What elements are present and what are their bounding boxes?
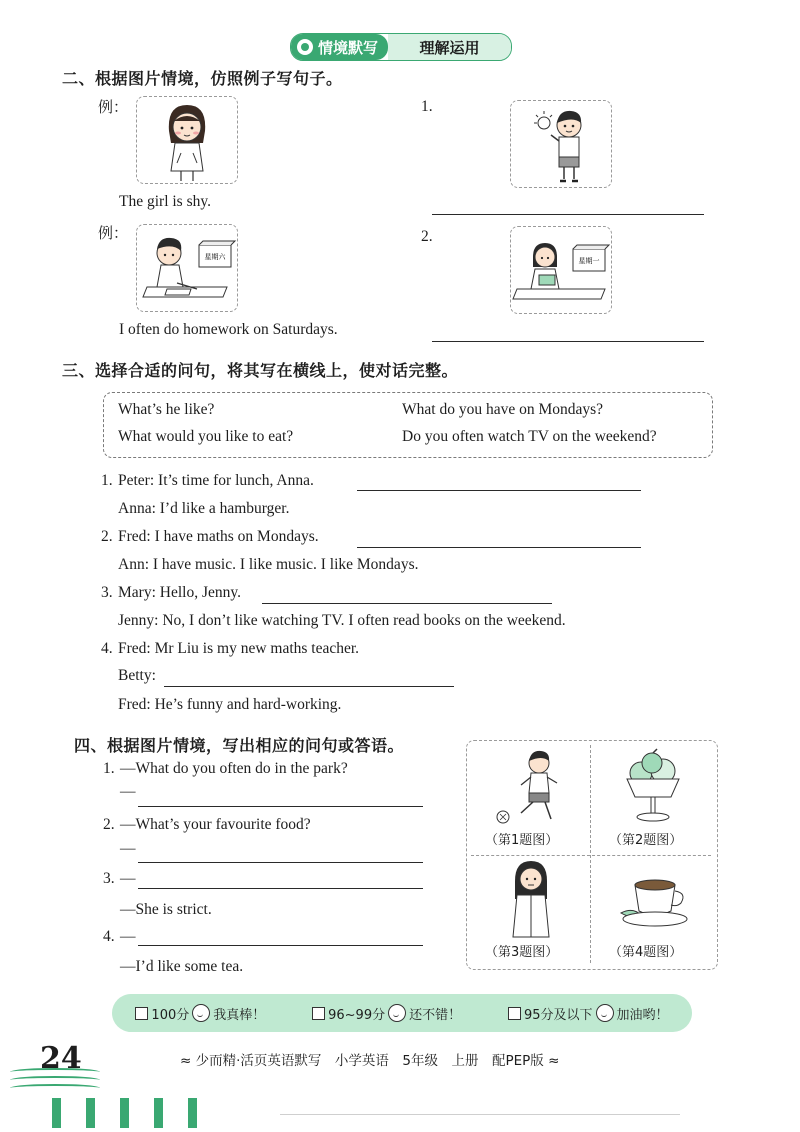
checkbox-icon[interactable] (508, 1007, 521, 1020)
question-1-number: 1. (421, 98, 433, 115)
caption-2: （第2题图） (609, 833, 683, 848)
item-1-answer-dash: — (120, 783, 136, 800)
homework-boy-illustration (137, 225, 237, 311)
header-tab (290, 33, 512, 61)
dialogue-1-number: 1. (101, 472, 113, 489)
answer-line[interactable] (432, 214, 704, 215)
header-tab-left-label: 情境默写 (318, 38, 379, 57)
header-tab-right-label: 理解运用 (388, 34, 511, 60)
question-2-number: 2. (421, 228, 433, 245)
item-3-number: 3. (103, 870, 115, 887)
decorative-post (120, 1098, 129, 1128)
smart-boy-illustration (511, 101, 611, 187)
item-2-number: 2. (103, 816, 115, 833)
shy-girl-illustration (137, 97, 237, 183)
page-number: 24 (40, 1041, 82, 1076)
phrase-option[interactable]: Do you often watch TV on the weekend? (402, 428, 657, 445)
item-2-answer-dash: — (120, 840, 136, 857)
teacher-illustration (491, 857, 571, 941)
item-1-number: 1. (103, 760, 115, 777)
example-label-1: 例： (98, 98, 129, 116)
footer-book-info: ≈ 少而精·活页英语默写 小学英语 5年级 上册 配PEP版 ≈ (180, 1053, 560, 1069)
caption-1: （第1题图） (485, 833, 559, 848)
answer-line[interactable] (357, 490, 641, 491)
dialogue-2-line-1: Fred: I have maths on Mondays. (118, 528, 319, 545)
decorative-post (52, 1098, 61, 1128)
calendar-text: 星期六 (204, 253, 226, 261)
score-option-3[interactable] (508, 1004, 669, 1023)
smiley-face-icon (192, 1004, 210, 1022)
section-3-title: 三、选择合适的问句，将其写在横线上，使对话完整。 (62, 361, 459, 380)
dialogue-1-line-2: Anna: I’d like a hamburger. (118, 500, 290, 517)
score-label: 96~99分 (328, 1007, 386, 1023)
footer-rule (280, 1114, 680, 1115)
grid-divider (471, 855, 711, 856)
item-4-answer: —I’d like some tea. (120, 958, 244, 975)
checkbox-icon[interactable] (135, 1007, 148, 1020)
ice-cream-illustration (613, 747, 693, 827)
score-comment: 我真棒！ (213, 1007, 266, 1023)
answer-line[interactable] (164, 686, 454, 687)
caption-3: （第3题图） (485, 945, 559, 960)
example-sentence-1: The girl is shy. (119, 193, 211, 210)
tea-cup-illustration (613, 869, 697, 933)
decorative-post (154, 1098, 163, 1128)
dialogue-1-line-1: Peter: It’s time for lunch, Anna. (118, 472, 314, 489)
header-tab-left (291, 34, 388, 60)
question-picture-1 (510, 100, 612, 188)
phrase-box (103, 392, 713, 458)
score-comment: 加油哟！ (616, 1007, 669, 1023)
item-4-number: 4. (103, 928, 115, 945)
example-label-2: 例： (98, 224, 129, 242)
reading-girl-illustration (511, 227, 611, 313)
score-label: 100分 (151, 1007, 190, 1023)
dialogue-3-number: 3. (101, 584, 113, 601)
decorative-wave (10, 1076, 100, 1084)
football-boy-illustration (487, 745, 577, 827)
answer-line[interactable] (432, 341, 704, 342)
answer-line[interactable] (138, 888, 423, 889)
score-bar (112, 994, 692, 1032)
calendar-text-2: 星期一 (578, 257, 600, 265)
dialogue-2-number: 2. (101, 528, 113, 545)
decorative-post (86, 1098, 95, 1128)
dialogue-2-line-2: Ann: I have music. I like music. I like Mondays. (118, 556, 419, 573)
question-picture-2 (510, 226, 612, 314)
answer-line[interactable] (138, 945, 423, 946)
dialogue-4-line-1: Fred: Mr Liu is my new maths teacher. (118, 640, 360, 657)
decorative-post (188, 1098, 197, 1128)
picture-grid (466, 740, 718, 970)
phrase-option[interactable]: What’s he like? (118, 401, 215, 418)
grid-divider (590, 745, 591, 963)
answer-line[interactable] (138, 862, 423, 863)
flower-icon (297, 39, 313, 55)
answer-line[interactable] (357, 547, 641, 548)
dialogue-3-line-2: Jenny: No, I don’t like watching TV. I often read books on the weekend. (118, 612, 566, 629)
item-3-answer: —She is strict. (120, 901, 212, 918)
score-option-1[interactable] (135, 1004, 265, 1023)
decorative-wave (10, 1084, 100, 1092)
answer-line[interactable] (262, 603, 552, 604)
example-picture-1 (136, 96, 238, 184)
item-2-question: —What’s your favourite food? (120, 816, 311, 833)
score-option-2[interactable] (312, 1004, 461, 1023)
smiley-face-icon (596, 1004, 614, 1022)
section-2-title: 二、根据图片情境，仿照例子写句子。 (62, 69, 343, 88)
dialogue-4-number: 4. (101, 640, 113, 657)
caption-4: （第4题图） (609, 945, 683, 960)
score-label: 95分及以下 (523, 1007, 593, 1023)
score-comment: 还不错！ (409, 1007, 462, 1023)
phrase-option[interactable]: What do you have on Mondays? (402, 401, 604, 418)
dialogue-4-line-2: Betty: (118, 667, 156, 684)
checkbox-icon[interactable] (312, 1007, 325, 1020)
example-picture-2 (136, 224, 238, 312)
phrase-option[interactable]: What would you like to eat? (118, 428, 294, 445)
item-4-question-dash: — (120, 928, 136, 945)
example-sentence-2: I often do homework on Saturdays. (119, 321, 338, 338)
item-1-question: —What do you often do in the park? (120, 760, 348, 777)
section-4-title: 四、根据图片情境，写出相应的问句或答语。 (74, 736, 405, 755)
dialogue-3-line-1: Mary: Hello, Jenny. (118, 584, 241, 601)
answer-line[interactable] (138, 806, 423, 807)
smiley-face-icon (388, 1004, 406, 1022)
dialogue-4-line-3: Fred: He’s funny and hard-working. (118, 696, 342, 713)
item-3-question-dash: — (120, 870, 136, 887)
